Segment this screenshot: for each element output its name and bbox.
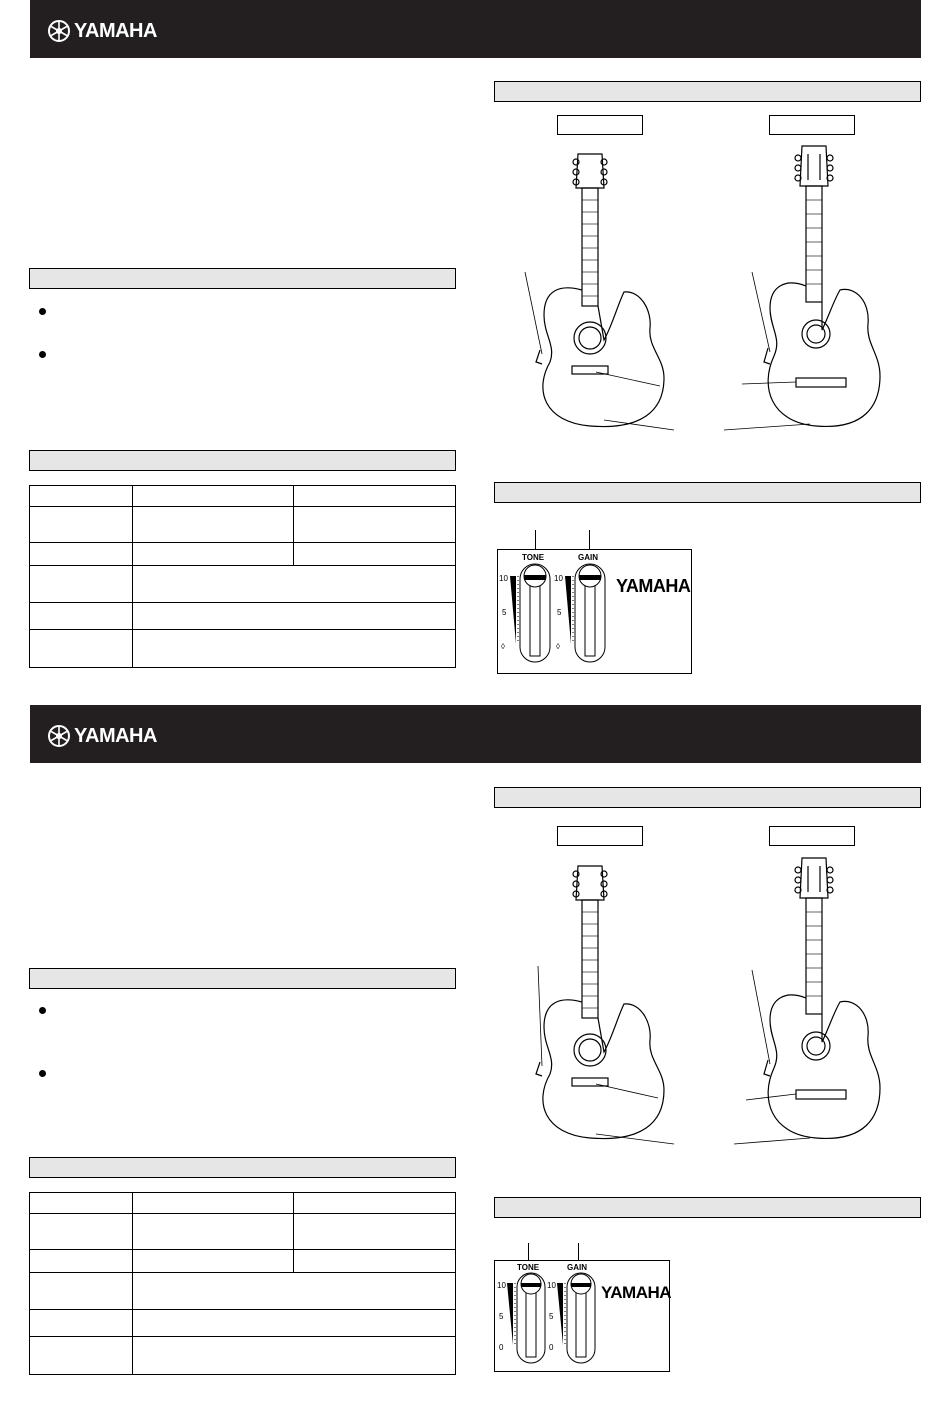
gain-slider[interactable] — [561, 562, 611, 667]
section-bar — [494, 1197, 921, 1218]
section-bar — [494, 81, 921, 102]
steel-string-guitar-illustration — [520, 862, 690, 1152]
guitar-label-box — [769, 826, 855, 846]
preamp-control-panel — [494, 1260, 670, 1372]
panel-brand: YAMAHA — [616, 576, 691, 596]
header-bar — [30, 705, 921, 763]
yamaha-logo — [48, 725, 157, 747]
scale-bottom: ◊ — [501, 642, 505, 651]
scale-top: 10 — [554, 574, 563, 583]
section-bar — [29, 268, 456, 289]
tuning-fork-emblem-icon — [48, 725, 70, 747]
guitar-label-box — [557, 826, 643, 846]
scale-mid: 5 — [557, 608, 562, 617]
yamaha-logo — [48, 20, 157, 42]
panel-brand: YAMAHA — [601, 1283, 672, 1302]
section-bar — [494, 482, 921, 503]
tone-label: TONE — [522, 553, 545, 562]
scale-top: 10 — [547, 1281, 556, 1290]
classical-guitar-illustration — [730, 140, 910, 440]
section-bar — [29, 968, 456, 989]
scale-bottom: 0 — [549, 1343, 554, 1352]
steel-string-guitar-illustration — [520, 150, 690, 440]
bullet — [39, 308, 46, 315]
spec-table — [29, 1192, 456, 1375]
tuning-fork-emblem-icon — [48, 20, 70, 42]
scale-bottom: ◊ — [556, 642, 560, 651]
bullet — [39, 1007, 46, 1014]
tone-label: TONE — [517, 1263, 540, 1272]
scale-mid: 5 — [499, 1312, 504, 1321]
section-bar — [494, 787, 921, 808]
gain-slider[interactable] — [553, 1271, 599, 1367]
scale-top: 10 — [499, 574, 508, 583]
yamaha-wordmark: YAMAHA — [74, 19, 157, 42]
guitar-label-box — [769, 115, 855, 135]
section-bar — [29, 450, 456, 471]
gain-label: GAIN — [578, 553, 598, 562]
guitar-label-box — [557, 115, 643, 135]
yamaha-wordmark: YAMAHA — [74, 724, 157, 747]
scale-mid: 5 — [549, 1312, 554, 1321]
spec-table — [29, 485, 456, 668]
tone-slider[interactable] — [506, 562, 556, 667]
section-bar — [29, 1157, 456, 1178]
gain-label: GAIN — [567, 1263, 587, 1272]
classical-guitar-illustration — [730, 852, 910, 1152]
scale-top: 10 — [497, 1281, 506, 1290]
scale-mid: 5 — [502, 608, 507, 617]
tone-slider[interactable] — [503, 1271, 549, 1367]
bullet — [39, 1070, 46, 1077]
bullet — [39, 351, 46, 358]
header-bar — [30, 0, 921, 58]
scale-bottom: 0 — [499, 1343, 504, 1352]
preamp-control-panel — [497, 549, 692, 674]
